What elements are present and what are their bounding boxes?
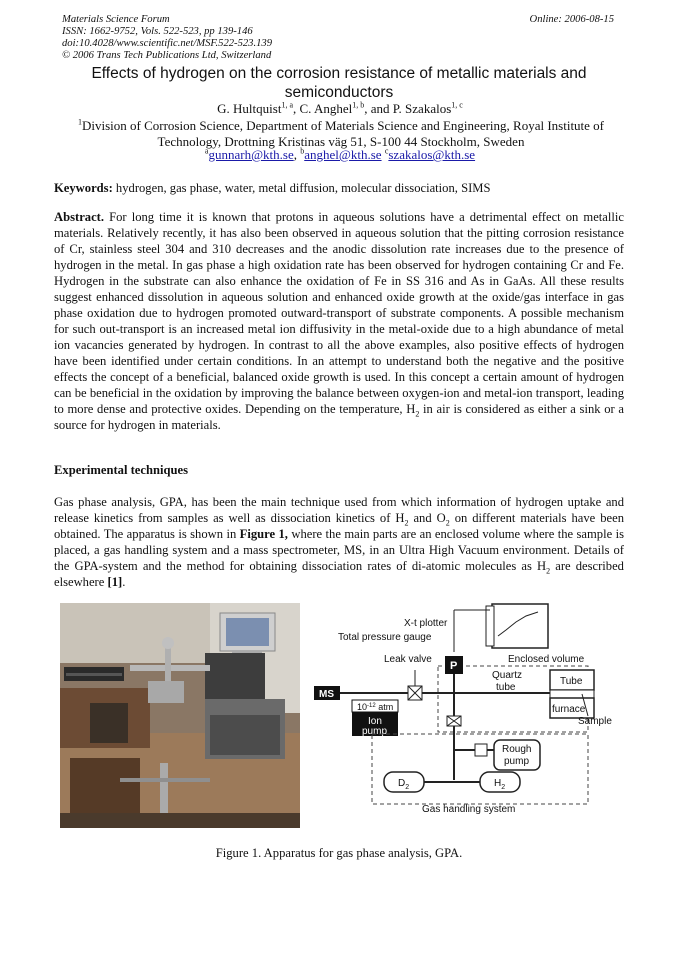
para-text: . <box>122 575 126 589</box>
email-link[interactable]: anghel@kth.se <box>304 147 382 162</box>
paper-title: Effects of hydrogen on the corrosion resistance of metallic materials and semiconductors <box>91 65 587 101</box>
label-gas-handling: Gas handling system <box>422 804 516 815</box>
email-sup: c <box>384 146 389 156</box>
abstract-text-end: in air is considered as either a sink or a source for hydrogen in materials. <box>54 402 624 432</box>
para-text: and O <box>408 511 446 525</box>
label-d2: $D_2$ <box>398 778 410 791</box>
label-pump: pump <box>362 726 388 737</box>
label-pressure: $10^{-12}$ atm <box>357 702 394 712</box>
journal-header <box>62 14 272 62</box>
apparatus-photo <box>60 603 300 828</box>
plotter-box <box>492 604 548 648</box>
label-furnace: furnace <box>552 704 586 715</box>
label-p: P <box>450 660 458 672</box>
figure-caption: Figure 1. Apparatus for gas phase analysis, GPA. <box>215 846 463 860</box>
label-h2: $H_2$ <box>494 778 506 791</box>
rough-valve <box>475 744 487 756</box>
affiliation <box>50 118 632 150</box>
label-ms: MS <box>319 689 334 700</box>
doi-line: doi:10.4028/www.scientific.net/MSF.522-523.139 <box>62 38 272 49</box>
plotter-side <box>486 606 494 646</box>
abstract-sub: 2 <box>415 409 420 419</box>
gpa-schematic-drawing <box>312 600 614 816</box>
affiliation-sup: 1 <box>77 117 82 127</box>
abstract <box>54 209 624 433</box>
label-tube: Tube <box>560 676 583 687</box>
label-enclosed-volume: Enclosed volume <box>508 654 585 665</box>
email-link[interactable]: szakalos@kth.se <box>388 147 476 162</box>
label-ion: Ion <box>368 716 382 727</box>
label-total-pressure-gauge: Total pressure gauge <box>338 632 432 643</box>
para-sub: 2 <box>445 518 450 528</box>
author-3: , and P. Szakalos <box>364 101 452 116</box>
label-sample: Sample <box>578 716 612 727</box>
para-text: where the main parts are an enclosed volume where the sample is placed, a gas handling system and a mass spectrometer, MS, in an Ultra High Vacuum environment. Details of the GPA-system and the method for obtaining dissociation rates of di-atomic molecules as H <box>54 527 624 573</box>
email-link[interactable]: gunnarh@kth.se <box>208 147 294 162</box>
keywords-text: hydrogen, gas phase, water, metal diffusion, molecular dissociation, SIMS <box>115 181 491 195</box>
journal-name: Materials Science Forum <box>62 14 170 25</box>
figure-ref: Figure 1, <box>239 527 288 541</box>
email-sup: b <box>300 146 305 156</box>
gpa-schematic <box>312 600 614 816</box>
para-text: Gas phase analysis, GPA, has been the main technique used from which information of hydrogen uptake and release kinetics from samples as well as dissociation kinetics of H <box>54 495 624 525</box>
author-2-sup: 1, b <box>352 100 365 110</box>
quartz-tube-body <box>550 690 594 698</box>
para-sub: 2 <box>546 566 551 576</box>
issn-line: ISSN: 1662-9752, Vols. 522-523, pp 139-146 <box>62 26 253 37</box>
label-leak-valve: Leak valve <box>384 654 432 665</box>
section-paragraph <box>54 494 624 590</box>
para-text: on different materials have been obtained. The apparatus is shown in <box>54 511 625 541</box>
email-sup: a <box>204 146 209 156</box>
keywords-label: Keywords: <box>54 181 113 195</box>
label-quartz-tube: tube <box>496 682 516 693</box>
label-rough: Rough <box>502 744 532 755</box>
abstract-label: Abstract. <box>54 210 105 224</box>
label-quartz: Quartz <box>492 670 523 681</box>
section-title: Experimental techniques <box>54 463 188 477</box>
para-sub: 2 <box>404 518 409 528</box>
copyright-line: © 2006 Trans Tech Publications Ltd, Switzerland <box>62 50 272 61</box>
author-3-sup: 1, c <box>451 100 463 110</box>
author-1: G. Hultquist <box>217 101 282 116</box>
abstract-text: For long time it is known that protons in aqueous solutions have a detrimental effect on metallic materials. Relatively recently, it has also been observed in aqueous solution that the pitting corrosion resistance of Cr, stainless steel 304 and 310 decreases and the anodic dissolution rate increases due to the presence of hydrogen in the metal. In gas phase a high oxidation rate has been observed for hydrogen containing Cr and Fe. Hydrogen in the substrate can also enhance the oxidation of Fe in SS 316 and As in GaAs. All these results suggest enhanced dissolution in aqueous solution and enhanced oxide growth at the oxide/gas interface in gas phase oxidation due to hydrogen promoted outward-transport of substrate components. A possible mechanism for such out-transport is an increased metal ion diffusivity in the metal-oxide due to a high abundance of metal ion vacancies generated by hydrogen. In contrast to all the above examples, also positive effects of hydrogen have been identified under certain conditions. In an attempt to understand both the negative and the positive effects the concept of a beneficial, balanced oxide growth is used. In this concept a certain amount of hydrogen can be beneficial in the oxidation by improving the balance between oxygen-ion and metal-ion transport, leading to more dense and protective oxides. Depending on the temperature, H <box>54 210 624 416</box>
author-2: , C. Anghel <box>293 101 353 116</box>
para-text: are described elsewhere <box>54 559 624 589</box>
author-1-sup: 1, a <box>281 100 294 110</box>
label-rough-pump: pump <box>504 756 530 767</box>
apparatus-photo-drawing <box>60 603 300 828</box>
label-xt-plotter: X-t plotter <box>404 618 448 629</box>
citation: [1] <box>107 575 123 589</box>
affiliation-text: Division of Corrosion Science, Department of Materials Science and Engineering, Royal Institute of Technology, Drottning Kristinas väg 51, S-100 44 Stockholm, Sweden <box>81 118 605 149</box>
email-list: $^a$gunnarh@kth.se, $^b$anghel@kth.se $^c$szakalos@kth.se <box>204 146 476 162</box>
author-list <box>40 100 640 117</box>
online-date: Online: 2006-08-15 <box>529 14 614 25</box>
keywords <box>54 180 624 196</box>
